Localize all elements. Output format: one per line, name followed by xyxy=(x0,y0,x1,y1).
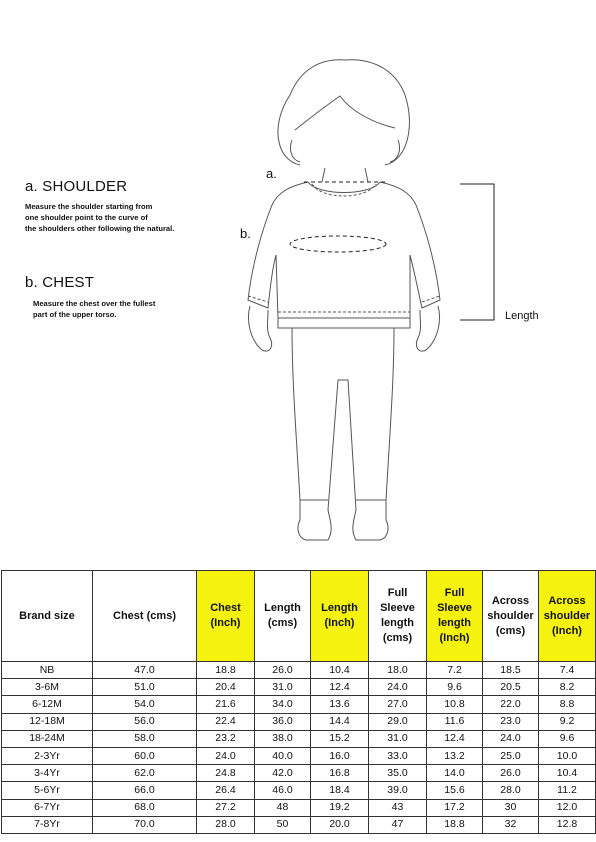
measurement-cell: 15.2 xyxy=(311,730,369,747)
measurement-cell: 60.0 xyxy=(93,747,197,764)
brand-size-cell: 6-12M xyxy=(2,696,93,713)
column-header-line: Length xyxy=(321,602,358,614)
measurement-cell: 26.0 xyxy=(483,765,539,782)
table-row xyxy=(2,713,596,730)
measurement-cell: 9.6 xyxy=(427,679,483,696)
table-row xyxy=(2,765,596,782)
measurement-cell: 16.0 xyxy=(311,747,369,764)
measurement-cell: 29.0 xyxy=(369,713,427,730)
shoulder-desc-line: one shoulder point to the curve of xyxy=(25,213,148,222)
legs-outline xyxy=(292,328,394,540)
measurement-cell: 18.5 xyxy=(483,662,539,679)
shirt-collar xyxy=(308,182,380,193)
table-row xyxy=(2,747,596,764)
shoulder-desc-line: Measure the shoulder starting from xyxy=(25,202,153,211)
chest-measure-guide xyxy=(290,236,386,252)
chest-description xyxy=(33,298,155,320)
measurement-cell: 12.8 xyxy=(539,816,596,833)
measurement-cell: 40.0 xyxy=(255,747,311,764)
measurement-cell: 68.0 xyxy=(93,799,197,816)
measurement-cell: 16.8 xyxy=(311,765,369,782)
column-header xyxy=(311,571,369,662)
column-header xyxy=(2,571,93,662)
measurement-cell: 15.6 xyxy=(427,782,483,799)
measurement-cell: 26.4 xyxy=(197,782,255,799)
measurement-cell: 12.4 xyxy=(311,679,369,696)
measurement-cell: 32 xyxy=(483,816,539,833)
column-header xyxy=(197,571,255,662)
table-row xyxy=(2,816,596,833)
measurement-cell: 20.5 xyxy=(483,679,539,696)
measurement-cell: 24.0 xyxy=(483,730,539,747)
measurement-cell: 42.0 xyxy=(255,765,311,782)
measurement-cell: 18.4 xyxy=(311,782,369,799)
chest-desc-line: part of the upper torso. xyxy=(33,310,117,319)
column-header-line: (Inch) xyxy=(439,632,470,644)
measurement-cell: 35.0 xyxy=(369,765,427,782)
measurement-cell: 8.2 xyxy=(539,679,596,696)
measurement-cell: 31.0 xyxy=(255,679,311,696)
measurement-cell: 39.0 xyxy=(369,782,427,799)
measurement-cell: 46.0 xyxy=(255,782,311,799)
measurement-cell: 13.6 xyxy=(311,696,369,713)
measurement-cell: 47.0 xyxy=(93,662,197,679)
column-header-line: (Inch) xyxy=(552,624,582,637)
measurement-cell: 27.2 xyxy=(197,799,255,816)
brand-size-cell: 18-24M xyxy=(2,730,93,747)
table-row xyxy=(2,662,596,679)
measurement-cell: 19.2 xyxy=(311,799,369,816)
measurement-cell: 10.8 xyxy=(427,696,483,713)
measurement-cell: 22.4 xyxy=(197,713,255,730)
measurement-cell: 12.4 xyxy=(427,730,483,747)
shirt-outline xyxy=(248,182,440,318)
measurement-cell: 51.0 xyxy=(93,679,197,696)
measurement-cell: 10.4 xyxy=(539,765,596,782)
measurement-cell: 24.0 xyxy=(369,679,427,696)
table-header-row xyxy=(2,571,596,662)
brand-size-cell: 3-6M xyxy=(2,679,93,696)
measurement-cell: 33.0 xyxy=(369,747,427,764)
brand-size-cell: 3-4Yr xyxy=(2,765,93,782)
measurement-cell: 28.0 xyxy=(483,782,539,799)
brand-size-cell: 7-8Yr xyxy=(2,816,93,833)
measurement-cell: 62.0 xyxy=(93,765,197,782)
length-bracket xyxy=(460,184,494,320)
measurement-cell: 24.0 xyxy=(197,747,255,764)
size-chart-table xyxy=(1,570,596,834)
right-hand xyxy=(416,306,439,351)
measurement-cell: 8.8 xyxy=(539,696,596,713)
measurement-cell: 10.0 xyxy=(539,747,596,764)
measurement-cell: 21.6 xyxy=(197,696,255,713)
measurement-cell: 18.0 xyxy=(369,662,427,679)
measurement-cell: 66.0 xyxy=(93,782,197,799)
child-head-outline xyxy=(278,60,409,165)
column-header-line: Chest xyxy=(210,602,241,614)
measurement-cell: 13.2 xyxy=(427,747,483,764)
length-label: Length xyxy=(505,310,539,322)
column-header-line: (cms) xyxy=(267,617,298,629)
measurement-cell: 25.0 xyxy=(483,747,539,764)
measurement-cell: 23.2 xyxy=(197,730,255,747)
column-header xyxy=(369,571,427,662)
measurement-cell: 43 xyxy=(369,799,427,816)
brand-size-cell: NB xyxy=(2,662,93,679)
measurement-cell: 7.2 xyxy=(427,662,483,679)
measurement-cell: 56.0 xyxy=(93,713,197,730)
column-header xyxy=(427,571,483,662)
measurement-cell: 24.8 xyxy=(197,765,255,782)
measurement-cell: 70.0 xyxy=(93,816,197,833)
measurement-cell: 10.4 xyxy=(311,662,369,679)
column-header xyxy=(483,571,539,662)
measurement-cell: 20.4 xyxy=(197,679,255,696)
measurement-cell: 14.4 xyxy=(311,713,369,730)
measurement-cell: 17.2 xyxy=(427,799,483,816)
column-header-line: Across xyxy=(548,594,586,607)
brand-size-cell: 12-18M xyxy=(2,713,93,730)
measurement-cell: 11.2 xyxy=(539,782,596,799)
table-row xyxy=(2,782,596,799)
column-header-line: (cms) xyxy=(382,632,413,644)
measurement-cell: 14.0 xyxy=(427,765,483,782)
table-row xyxy=(2,696,596,713)
measurement-cell: 12.0 xyxy=(539,799,596,816)
measurement-cell: 47 xyxy=(369,816,427,833)
measurement-cell: 27.0 xyxy=(369,696,427,713)
measurement-cell: 18.8 xyxy=(197,662,255,679)
marker-b: b. xyxy=(240,226,251,241)
brand-size-cell: 2-3Yr xyxy=(2,747,93,764)
left-hand xyxy=(249,306,272,351)
measurement-cell: 38.0 xyxy=(255,730,311,747)
measurement-cell: 26.0 xyxy=(255,662,311,679)
measurement-cell: 23.0 xyxy=(483,713,539,730)
measurement-cell: 9.2 xyxy=(539,713,596,730)
measurement-cell: 50 xyxy=(255,816,311,833)
table-row xyxy=(2,730,596,747)
child-hair-fringe xyxy=(295,96,395,130)
column-header-line: length xyxy=(381,617,414,629)
measurement-cell: 30 xyxy=(483,799,539,816)
measurement-cell: 31.0 xyxy=(369,730,427,747)
column-header xyxy=(93,571,197,662)
column-header-line: Chest (cms) xyxy=(113,609,176,622)
table-body xyxy=(2,662,596,834)
measurement-cell: 7.4 xyxy=(539,662,596,679)
column-header-line: shoulder xyxy=(487,609,534,622)
shoulder-desc-line: the shoulders other following the natural. xyxy=(25,224,175,233)
chest-desc-line: Measure the chest over the fullest xyxy=(33,299,156,308)
measurement-cell: 20.0 xyxy=(311,816,369,833)
column-header xyxy=(539,571,596,662)
table-row xyxy=(2,799,596,816)
column-header-line: shoulder xyxy=(543,609,591,622)
marker-a: a. xyxy=(266,166,277,181)
column-header-line: (Inch) xyxy=(210,617,241,629)
measurement-cell: 11.6 xyxy=(427,713,483,730)
measurement-cell: 54.0 xyxy=(93,696,197,713)
column-header-line: Across xyxy=(491,594,530,607)
measurement-cell: 18.8 xyxy=(427,816,483,833)
column-header-line: (Inch) xyxy=(324,617,355,629)
table-row xyxy=(2,679,596,696)
measurement-cell: 22.0 xyxy=(483,696,539,713)
column-header-line: Sleeve xyxy=(437,602,472,614)
column-header-line: Full xyxy=(387,587,408,599)
column-header xyxy=(255,571,311,662)
measurement-cell: 34.0 xyxy=(255,696,311,713)
column-header-line: Length xyxy=(264,602,301,614)
measurement-cell: 28.0 xyxy=(197,816,255,833)
column-header-line: Full xyxy=(444,587,465,599)
shoulder-description xyxy=(25,201,174,234)
measurement-cell: 36.0 xyxy=(255,713,311,730)
measurement-cell: 9.6 xyxy=(539,730,596,747)
chest-heading: b. CHEST xyxy=(25,274,95,291)
measurement-cell: 58.0 xyxy=(93,730,197,747)
column-header-line: length xyxy=(438,617,471,629)
column-header-line: (cms) xyxy=(495,624,526,637)
brand-size-cell: 5-6Yr xyxy=(2,782,93,799)
brand-size-cell: 6-7Yr xyxy=(2,799,93,816)
shoulder-heading: a. SHOULDER xyxy=(25,178,128,195)
column-header-line: Brand size xyxy=(19,609,75,622)
column-header-line: Sleeve xyxy=(380,602,415,614)
measurement-cell: 48 xyxy=(255,799,311,816)
